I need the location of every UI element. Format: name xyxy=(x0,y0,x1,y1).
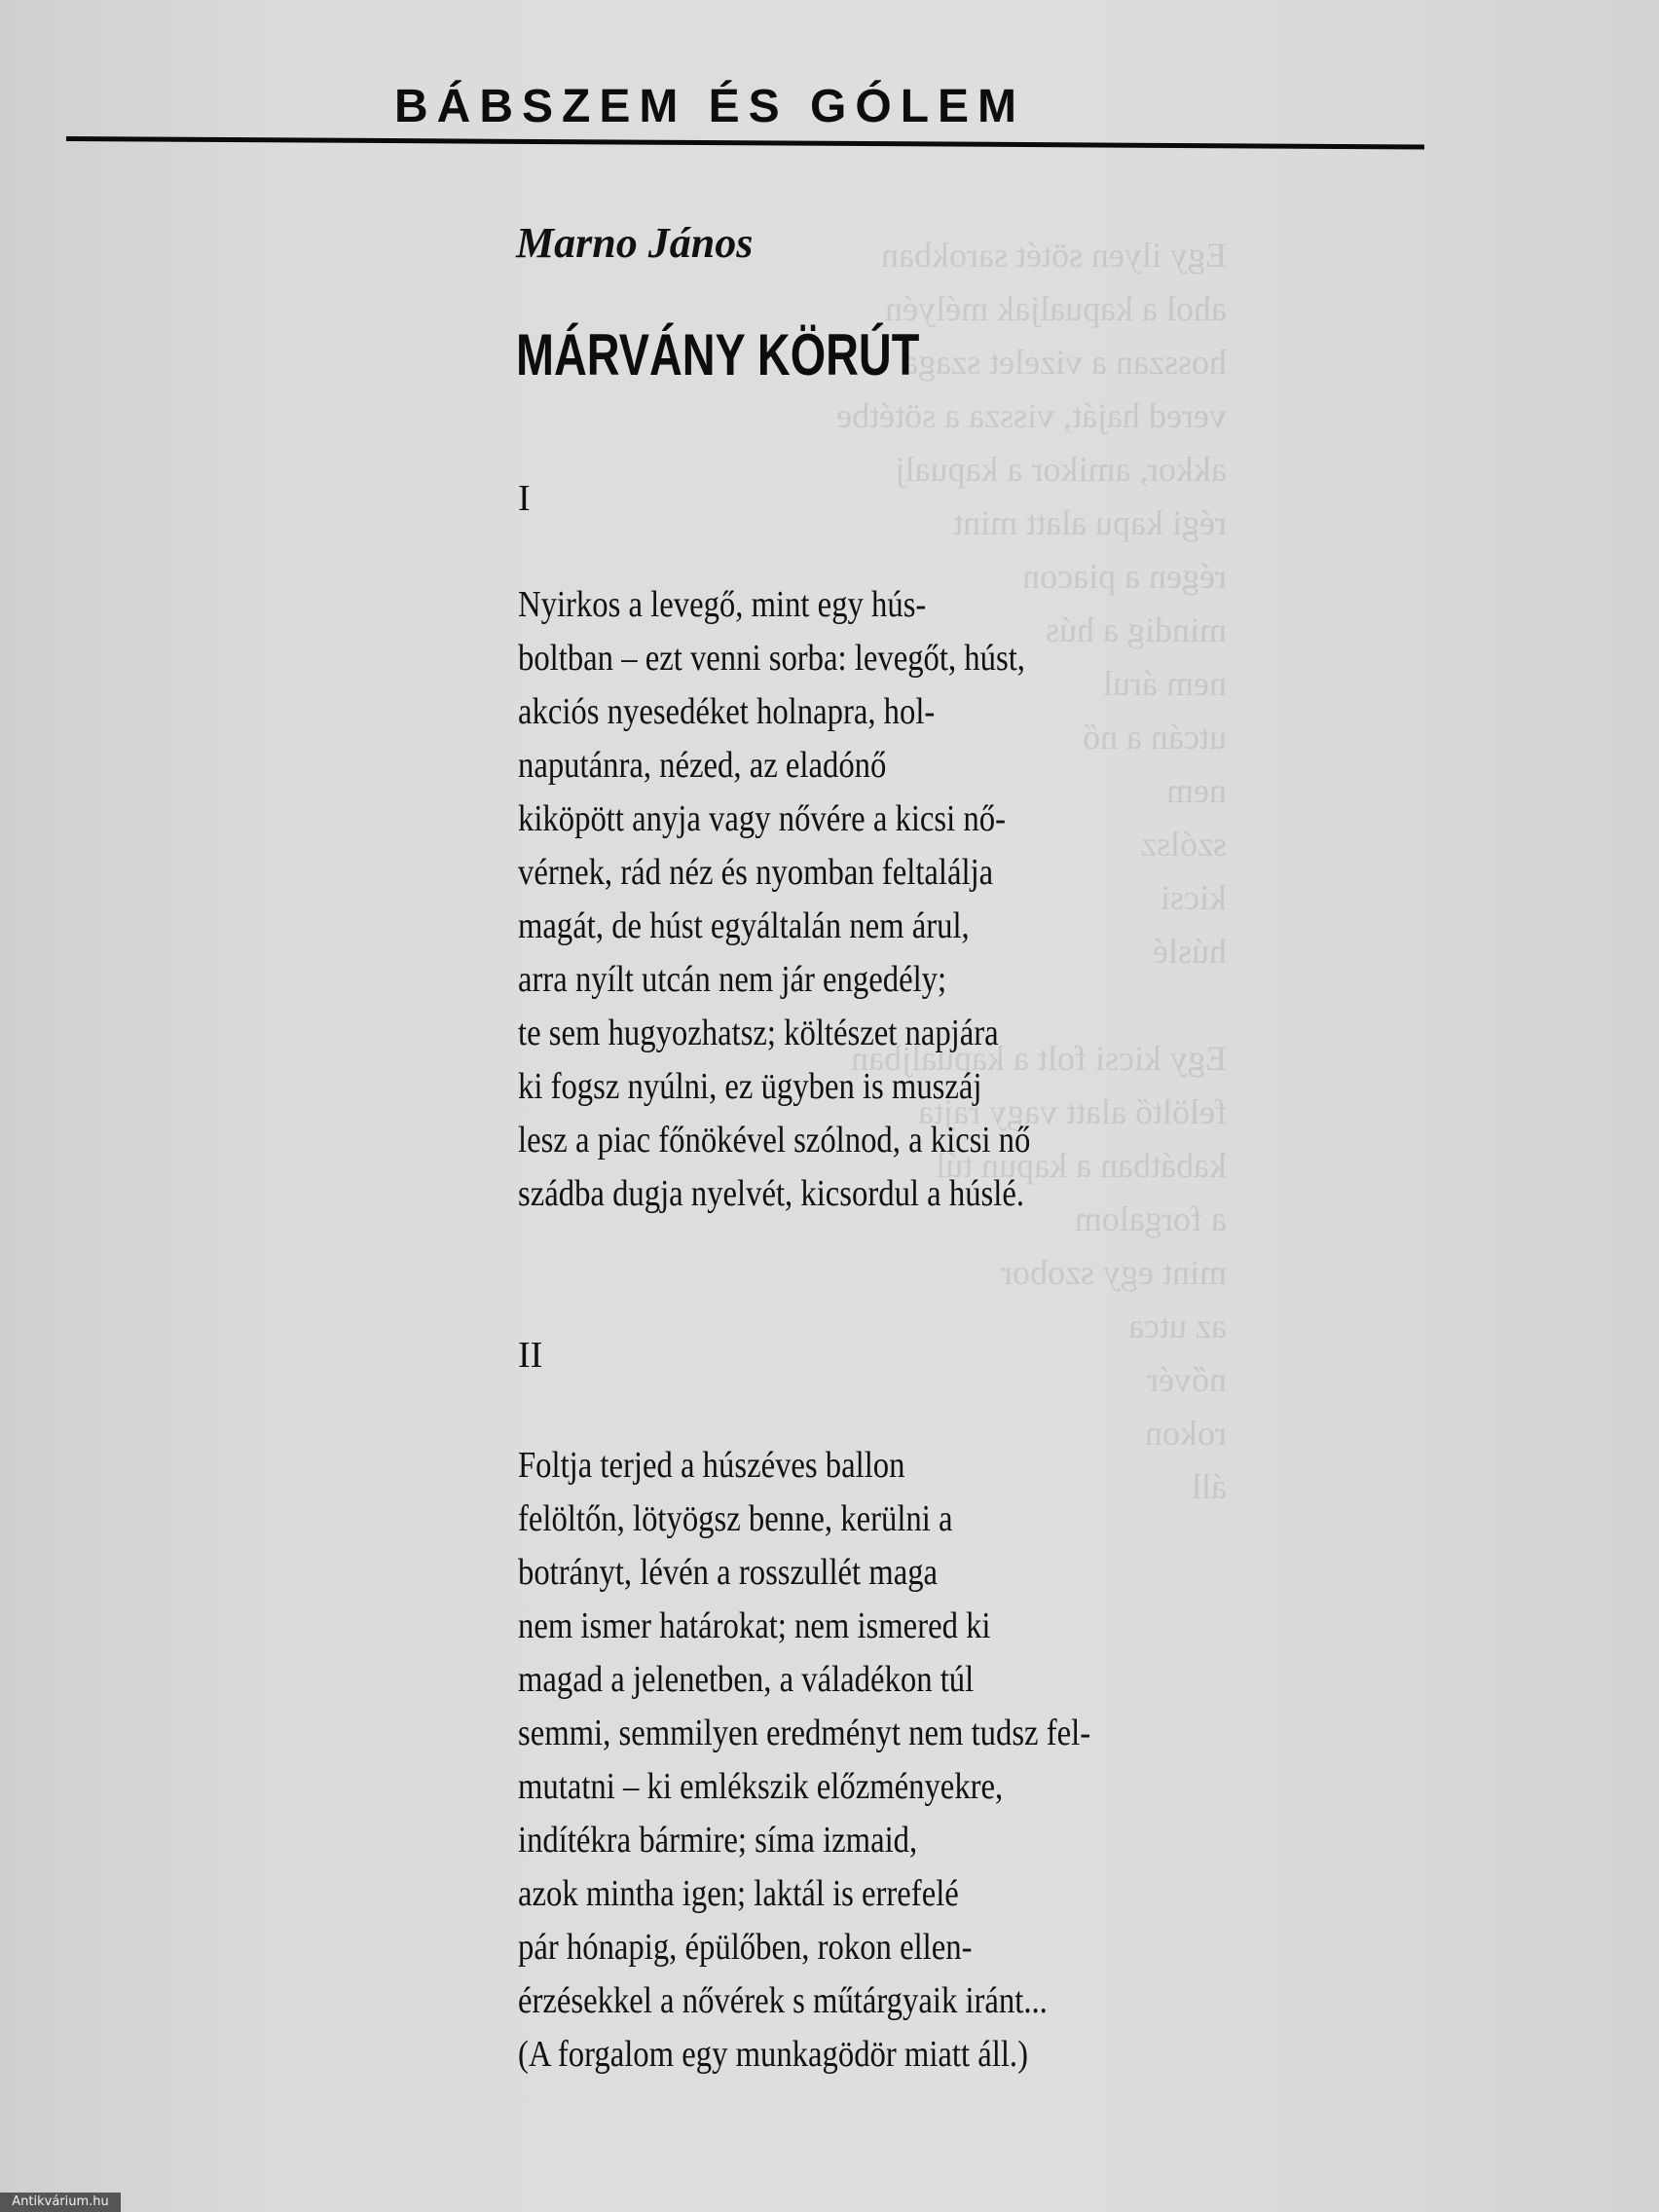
poem-line: indítékra bármire; síma izmaid, xyxy=(518,1820,918,1861)
poem-line: semmi, semmilyen eredményt nem tudsz fel- xyxy=(518,1713,1091,1753)
poem-line: ki fogsz nyúlni, ez ügyben is muszáj xyxy=(518,1066,982,1107)
poem-line: nem ismer határokat; nem ismered ki xyxy=(518,1605,991,1646)
poem-line: pár hónapig, épülőben, rokon ellen- xyxy=(518,1927,973,1968)
stanza-2 xyxy=(518,1439,1184,2082)
poem-line: kiköpött anyja vagy nővére a kicsi nő- xyxy=(518,798,1006,839)
watermark-label: Antikvárium.hu xyxy=(0,2193,121,2212)
poem-line: Nyirkos a levegő, mint egy hús- xyxy=(518,584,927,625)
poem-line: lesz a piac főnökével szólnod, a kicsi nő xyxy=(518,1120,1031,1161)
poem-line: vérnek, rád néz és nyomban feltalálja xyxy=(518,852,994,893)
running-head: BÁBSZEM ÉS GÓLEM xyxy=(394,81,1026,132)
section-numeral-2: II xyxy=(518,1335,543,1376)
poem-line: te sem hugyozhatsz; költészet napjára xyxy=(518,1013,999,1053)
poem-line: botrányt, lévén a rosszullét maga xyxy=(518,1552,939,1593)
poem-title: MÁRVÁNY KÖRÚT xyxy=(516,322,920,387)
poem-line: (A forgalom egy munkagödör miatt áll.) xyxy=(518,2034,1028,2075)
poem-line: felöltőn, lötyögsz benne, kerülni a xyxy=(518,1498,953,1539)
poem-line: azok mintha igen; laktál is errefelé xyxy=(518,1873,959,1914)
poem-line: magad a jelenetben, a váladékon túl xyxy=(518,1659,975,1700)
poem-line: mutatni – ki emlékszik előzményekre, xyxy=(518,1766,1004,1807)
section-numeral-1: I xyxy=(518,478,531,519)
poem-line: érzésekkel a nővérek s műtárgyaik iránt... xyxy=(518,1980,1048,2021)
author-name: Marno János xyxy=(516,219,754,267)
header-rule xyxy=(66,136,1424,150)
poem-line: akciós nyesedéket holnapra, hol- xyxy=(518,691,936,732)
poem-line: naputánra, nézed, az eladónő xyxy=(518,745,887,786)
poem-line: magát, de húst egyáltalán nem árul, xyxy=(518,905,970,946)
poem-line: Foltja terjed a húszéves ballon xyxy=(518,1445,905,1486)
poem-line: szádba dugja nyelvét, kicsordul a húslé. xyxy=(518,1173,1025,1214)
stanza-1 xyxy=(518,578,1114,1221)
poem-line: boltban – ezt venni sorba: levegőt, húst, xyxy=(518,638,1025,679)
show-through-text: Egy ilyen sötét sarokban ahol a kapualjak mélyén hosszan a vizelet szaga vered haját, vissza a sötétbe akkor, amikor a kapualj régi kapu alatt mint régen a piacon mindig a hús nem árul utcán a nő nem szólsz kicsi húslé Egy kicsi folt a kapualjban felöltő alatt vagy rajta kabátban a kapun túl a forgalom mint egy szobor az utca nővér rokon áll xyxy=(836,236,1227,1506)
poem-line: arra nyílt utcán nem jár engedély; xyxy=(518,959,947,1000)
